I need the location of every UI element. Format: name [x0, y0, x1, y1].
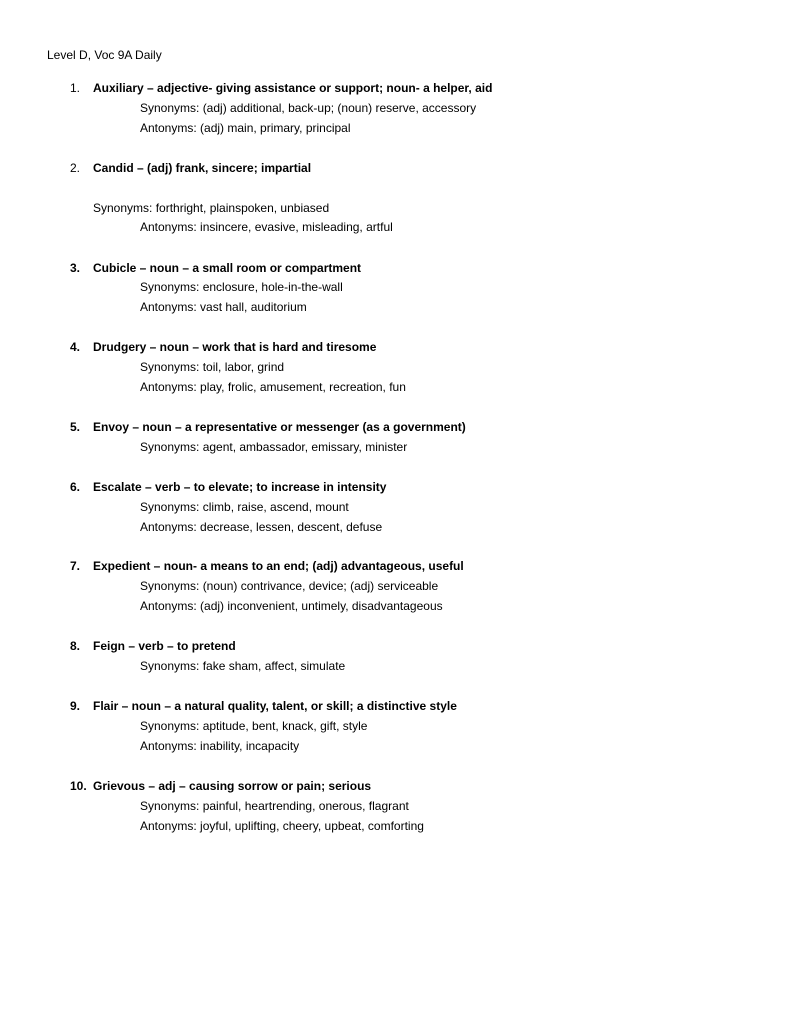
entry-number: 6.: [70, 480, 81, 494]
entry-definition: Escalate – verb – to elevate; to increase in intensity: [93, 480, 387, 494]
entry-synonyms: Synonyms: aptitude, bent, knack, gift, style: [140, 719, 368, 733]
entry-antonyms: Antonyms: play, frolic, amusement, recreation, fun: [140, 380, 406, 394]
entry-antonyms: Antonyms: insincere, evasive, misleading, artful: [140, 220, 393, 234]
entry-number: 3.: [70, 261, 81, 275]
entry-antonyms: Antonyms: inability, incapacity: [140, 739, 300, 753]
entry-synonyms: Synonyms: forthright, plainspoken, unbiased: [93, 201, 330, 215]
entry-antonyms: Antonyms: (adj) inconvenient, untimely, disadvantageous: [140, 599, 443, 613]
document-header: Level D, Voc 9A Daily: [47, 48, 162, 62]
entry-definition: Flair – noun – a natural quality, talent, or skill; a distinctive style: [93, 699, 457, 713]
entry-number: 1.: [70, 81, 81, 95]
entry-number: 2.: [70, 161, 81, 175]
entry-antonyms: Antonyms: vast hall, auditorium: [140, 300, 307, 314]
entry-number: 4.: [70, 340, 81, 354]
entry-synonyms: Synonyms: painful, heartrending, onerous, flagrant: [140, 799, 409, 813]
entry-number: 9.: [70, 699, 81, 713]
entry-definition: Drudgery – noun – work that is hard and tiresome: [93, 340, 377, 354]
entry-definition: Auxiliary – adjective- giving assistance or support; noun- a helper, aid: [93, 81, 493, 95]
entry-definition: Candid – (adj) frank, sincere; impartial: [93, 161, 312, 175]
entry-definition: Cubicle – noun – a small room or compartment: [93, 261, 362, 275]
entry-synonyms: Synonyms: climb, raise, ascend, mount: [140, 500, 349, 514]
entry-synonyms: Synonyms: toil, labor, grind: [140, 360, 285, 374]
entry-synonyms: Synonyms: (adj) additional, back-up; (noun) reserve, accessory: [140, 101, 477, 115]
entry-definition: Expedient – noun- a means to an end; (adj) advantageous, useful: [93, 559, 464, 573]
entry-definition: Grievous – adj – causing sorrow or pain; serious: [93, 779, 372, 793]
entry-number: 10.: [70, 779, 87, 793]
entry-number: 5.: [70, 420, 81, 434]
entry-definition: Envoy – noun – a representative or messenger (as a government): [93, 420, 466, 434]
entry-antonyms: Antonyms: (adj) main, primary, principal: [140, 121, 351, 135]
entry-synonyms: Synonyms: (noun) contrivance, device; (adj) serviceable: [140, 579, 439, 593]
entry-antonyms: Antonyms: decrease, lessen, descent, defuse: [140, 520, 383, 534]
entry-synonyms: Synonyms: fake sham, affect, simulate: [140, 659, 346, 673]
entry-synonyms: Synonyms: enclosure, hole-in-the-wall: [140, 280, 343, 294]
entry-antonyms: Antonyms: joyful, uplifting, cheery, upbeat, comforting: [140, 819, 424, 833]
entry-synonyms: Synonyms: agent, ambassador, emissary, minister: [140, 440, 408, 454]
entry-definition: Feign – verb – to pretend: [93, 639, 236, 653]
entry-number: 8.: [70, 639, 81, 653]
entry-number: 7.: [70, 559, 81, 573]
